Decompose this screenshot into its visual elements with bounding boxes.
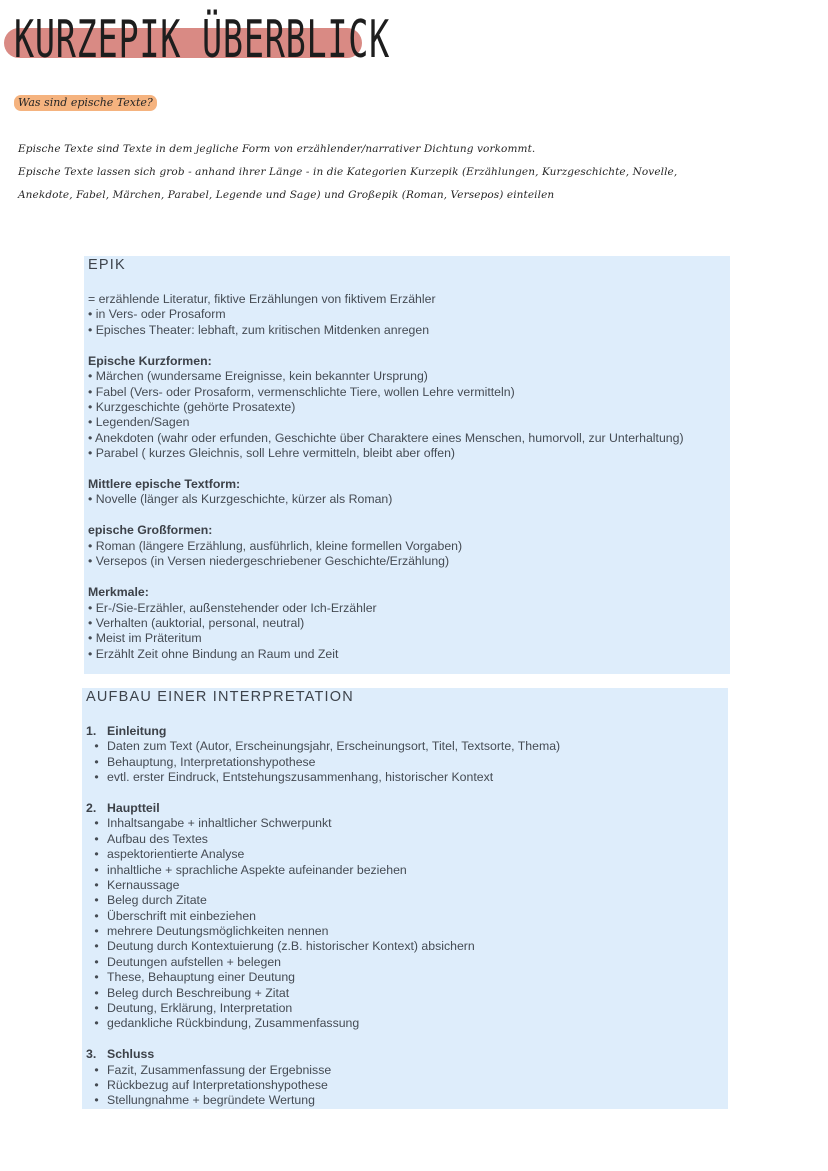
- bullet-icon: •: [94, 924, 99, 939]
- kurzformen-item: • Anekdoten (wahr oder erfunden, Geschichte über Charaktere eines Menschen, humorvoll, zur Unterhaltung): [88, 430, 684, 445]
- bullet-icon: •: [94, 893, 99, 908]
- bullet-icon: •: [94, 877, 99, 892]
- kurzformen-item: • Fabel (Vers- oder Prosaform, vermenschlichte Tiere, wollen Lehre vermitteln): [88, 384, 515, 399]
- bullet-icon: •: [94, 970, 99, 985]
- merkmale-item: • Erzählt Zeit ohne Bindung an Raum und Zeit: [88, 646, 339, 661]
- aufbau-item: [86, 816, 560, 831]
- kurzformen-item: • Kurzgeschichte (gehörte Prosatexte): [88, 399, 296, 414]
- kurzformen-item: • Märchen (wundersame Ereignisse, kein bekannter Ursprung): [88, 369, 428, 384]
- bullet-icon: •: [94, 847, 99, 862]
- aufbau-item-text: Deutung, Erklärung, Interpretation: [107, 1001, 293, 1016]
- aufbau-section-heading: [86, 724, 560, 739]
- bullet-icon: •: [94, 1077, 99, 1092]
- aufbau-item-text: gedankliche Rückbindung, Zusammenfassung: [107, 1016, 360, 1031]
- aufbau-item: [86, 955, 560, 970]
- kurzformen-item: • Legenden/Sagen: [88, 415, 190, 430]
- aufbau-item: [86, 1093, 560, 1108]
- question-heading: Was sind epische Texte?: [14, 95, 157, 111]
- bullet-icon: •: [94, 954, 99, 969]
- bullet-icon: •: [94, 862, 99, 877]
- gross-item: • Versepos (in Versen niedergeschriebener Geschichte/Erzählung): [88, 554, 450, 569]
- merkmale-item: • Er-/Sie-Erzähler, außenstehender oder Ich-Erzähler: [88, 600, 377, 615]
- aufbau-item: [86, 1078, 560, 1093]
- aufbau-item-text: inhaltliche + sprachliche Aspekte aufeinander beziehen: [107, 862, 407, 877]
- section-number: 1.: [86, 724, 97, 738]
- aufbau-item: [86, 924, 560, 939]
- aufbau-item-text: Rückbezug auf Interpretationshypothese: [107, 1077, 328, 1092]
- bullet-icon: •: [94, 985, 99, 1000]
- intro-line: Epische Texte lassen sich grob - anhand ihrer Länge - in die Kategorien Kurzepik (Erzählungen, Kurzgeschichte, Novelle,: [18, 166, 678, 178]
- kurzformen-heading: Epische Kurzformen:: [88, 353, 212, 368]
- intro-line: Anekdote, Fabel, Märchen, Parabel, Legende und Sage) und Großepik (Roman, Versepos) einteilen: [18, 189, 555, 201]
- bullet-icon: •: [94, 831, 99, 846]
- aufbau-title: AUFBAU EINER INTERPRETATION: [86, 689, 354, 705]
- bullet-icon: •: [94, 1001, 99, 1016]
- aufbau-item: [86, 770, 560, 785]
- section-number: 3.: [86, 1047, 97, 1062]
- bullet-icon: •: [94, 816, 99, 831]
- aufbau-item: [86, 739, 560, 754]
- aufbau-item-text: evtl. erster Eindruck, Entstehungszusammenhang, historischer Kontext: [107, 770, 494, 785]
- aufbau-item: [86, 1001, 560, 1016]
- section-title: Hauptteil: [107, 800, 160, 815]
- merkmale-item: • Meist im Präteritum: [88, 631, 202, 646]
- aufbau-item: [86, 939, 560, 954]
- aufbau-item-text: Inhaltsangabe + inhaltlicher Schwerpunkt: [107, 816, 332, 831]
- aufbau-item-text: Daten zum Text (Autor, Erscheinungsjahr, Erscheinungsort, Titel, Textsorte, Thema): [107, 739, 561, 754]
- aufbau-item-text: Deutungen aufstellen + belegen: [107, 954, 282, 969]
- epik-intro-line: • in Vers- oder Prosaform: [88, 307, 226, 322]
- aufbau-item-text: Fazit, Zusammenfassung der Ergebnisse: [107, 1062, 332, 1077]
- aufbau-item-text: Kernaussage: [107, 877, 180, 892]
- epik-body: [88, 292, 684, 662]
- page-title: KURZEPIK ÜBERBLICK: [14, 10, 391, 71]
- aufbau-box: [82, 688, 728, 1109]
- section-title: Einleitung: [107, 724, 167, 738]
- aufbau-item-text: Deutung durch Kontextuierung (z.B. historischer Kontext) absichern: [107, 939, 475, 954]
- aufbau-section-heading: [86, 801, 560, 816]
- bullet-icon: •: [94, 1093, 99, 1108]
- aufbau-item: [86, 1016, 560, 1031]
- aufbau-item-text: Überschrift mit einbeziehen: [107, 908, 256, 923]
- aufbau-item-text: aspektorientierte Analyse: [107, 847, 245, 862]
- bullet-icon: •: [94, 908, 99, 923]
- aufbau-item-text: Behauptung, Interpretationshypothese: [107, 754, 316, 769]
- epik-title: EPIK: [88, 257, 126, 273]
- aufbau-item-text: mehrere Deutungsmöglichkeiten nennen: [107, 924, 329, 939]
- gross-item: • Roman (längere Erzählung, ausführlich, kleine formellen Vorgaben): [88, 538, 463, 553]
- intro-line: Epische Texte sind Texte in dem jegliche Form von erzählender/narrativer Dichtung vorkommt.: [18, 143, 536, 155]
- kurzformen-item: • Parabel ( kurzes Gleichnis, soll Lehre vermitteln, bleibt aber offen): [88, 446, 456, 461]
- bullet-icon: •: [94, 939, 99, 954]
- bullet-icon: •: [94, 739, 99, 754]
- aufbau-item: [86, 970, 560, 985]
- aufbau-item: [86, 847, 560, 862]
- aufbau-body: [86, 724, 560, 1109]
- mittlere-heading: Mittlere epische Textform:: [88, 477, 241, 492]
- aufbau-item: [86, 755, 560, 770]
- aufbau-item-text: These, Behauptung einer Deutung: [107, 970, 296, 985]
- section-title: Schluss: [107, 1047, 155, 1062]
- aufbau-item: [86, 986, 560, 1001]
- aufbau-item: [86, 893, 560, 908]
- aufbau-item: [86, 878, 560, 893]
- merkmale-heading: Merkmale:: [88, 585, 149, 600]
- bullet-icon: •: [94, 1016, 99, 1031]
- bullet-icon: •: [94, 770, 99, 785]
- aufbau-item-text: Aufbau des Textes: [107, 831, 208, 846]
- title-block: [0, 6, 391, 72]
- aufbau-item-text: Stellungnahme + begründete Wertung: [107, 1093, 315, 1108]
- section-number: 2.: [86, 800, 97, 815]
- aufbau-item: [86, 863, 560, 878]
- aufbau-section-heading: [86, 1047, 560, 1062]
- aufbau-item-text: Beleg durch Beschreibung + Zitat: [107, 985, 290, 1000]
- mittlere-item: • Novelle (länger als Kurzgeschichte, kürzer als Roman): [88, 492, 393, 507]
- gross-heading: epische Großformen:: [88, 523, 213, 538]
- bullet-icon: •: [94, 1062, 99, 1077]
- epik-box: [84, 256, 730, 674]
- aufbau-item: [86, 832, 560, 847]
- aufbau-item-text: Beleg durch Zitate: [107, 893, 207, 908]
- aufbau-item: [86, 909, 560, 924]
- aufbau-item: [86, 1063, 560, 1078]
- merkmale-item: • Verhalten (auktorial, personal, neutral): [88, 616, 305, 631]
- epik-intro-line: = erzählende Literatur, fiktive Erzählungen von fiktivem Erzähler: [88, 292, 436, 306]
- bullet-icon: •: [94, 754, 99, 769]
- epik-intro-line: • Episches Theater: lebhaft, zum kritischen Mitdenken anregen: [88, 322, 430, 337]
